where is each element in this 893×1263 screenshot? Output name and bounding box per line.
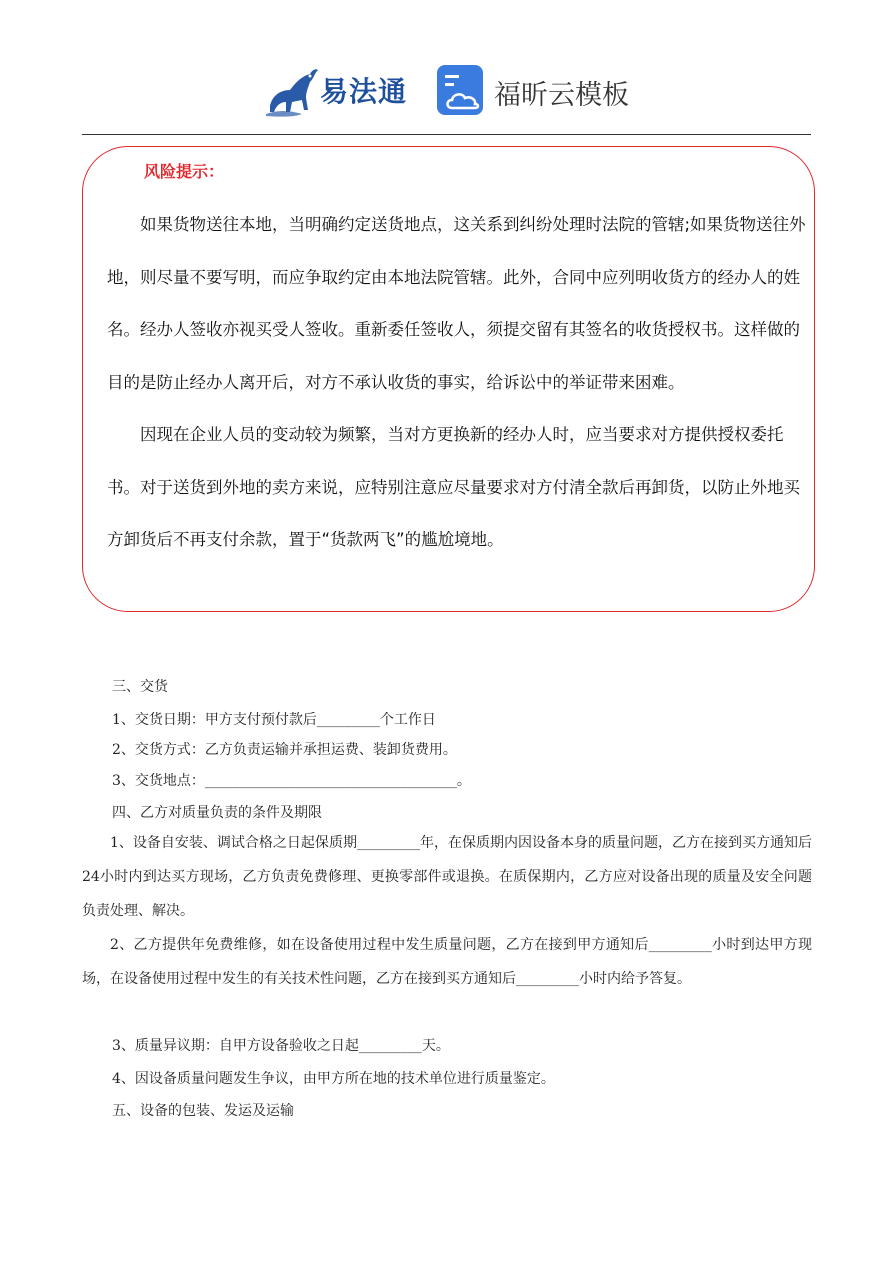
clause: 2、乙方提供年免费维修，如在设备使用过程中发生质量问题，乙方在接到甲方通知后_________小时到达甲方现场，在设备使用过程中发生的有关技术性问题，乙方在接到买方通知后_________小时内给予答复。	[82, 937, 812, 987]
section-heading: 四、乙方对质量负责的条件及期限	[112, 805, 322, 821]
cloud-document-icon	[436, 64, 486, 116]
clause: 4、因设备质量问题发生争议，由甲方所在地的技术单位进行质量鉴定。	[112, 1071, 555, 1087]
risk-paragraph: 因现在企业人员的变动较为频繁，当对方更换新的经办人时，应当要求对方提供授权委托书。对于送货到外地的卖方来说，应特别注意应尽量要求对方付清全款后再卸货，以防止外地买方卸货后不再支付余款，置于“货款两飞”的尴尬境地。	[107, 425, 800, 549]
clause: 2、交货方式：乙方负责运输并承担运费、装卸货费用。	[112, 742, 457, 758]
logo-right-text: 福昕云模板	[494, 80, 629, 111]
page-header	[0, 0, 893, 136]
yifatong-logo	[262, 62, 412, 118]
header-divider	[82, 134, 811, 135]
risk-notice-box	[82, 146, 815, 612]
risk-paragraph: 如果货物送往本地，当明确约定送货地点，这关系到纠纷处理时法院的管辖;如果货物送往外地，则尽量不要写明，而应争取约定由本地法院管辖。此外，合同中应列明收货方的经办人的姓名。经办人签收亦视买受人签收。重新委任签收人，须提交留有其签名的收货授权书。这样做的目的是防止经办人离开后，对方不承认收货的事实，给诉讼中的举证带来困难。	[107, 215, 806, 392]
clause: 3、质量异议期：自甲方设备验收之日起_________天。	[112, 1038, 450, 1054]
horse-icon	[262, 62, 320, 118]
risk-notice-body	[107, 199, 807, 567]
logo-left-text: 易法通	[320, 75, 408, 108]
fuxin-logo	[436, 64, 636, 120]
clause: 3、交货地点：____________________________________。	[112, 773, 471, 789]
clause: 1、设备自安装、调试合格之日起保质期_________年，在保质期内因设备本身的质量问题，乙方在接到买方通知后24小时内到达买方现场，乙方负责免费修理、更换零部件或退换。在质保期内，乙方应对设备出现的质量及安全问题负责处理、解决。	[82, 835, 812, 919]
section-heading: 五、设备的包装、发运及运输	[112, 1103, 294, 1119]
risk-notice-title: 风险提示：	[144, 162, 225, 181]
clause: 1、交货日期：甲方支付预付款后_________个工作日	[112, 712, 436, 728]
section-heading: 三、交货	[112, 679, 168, 695]
